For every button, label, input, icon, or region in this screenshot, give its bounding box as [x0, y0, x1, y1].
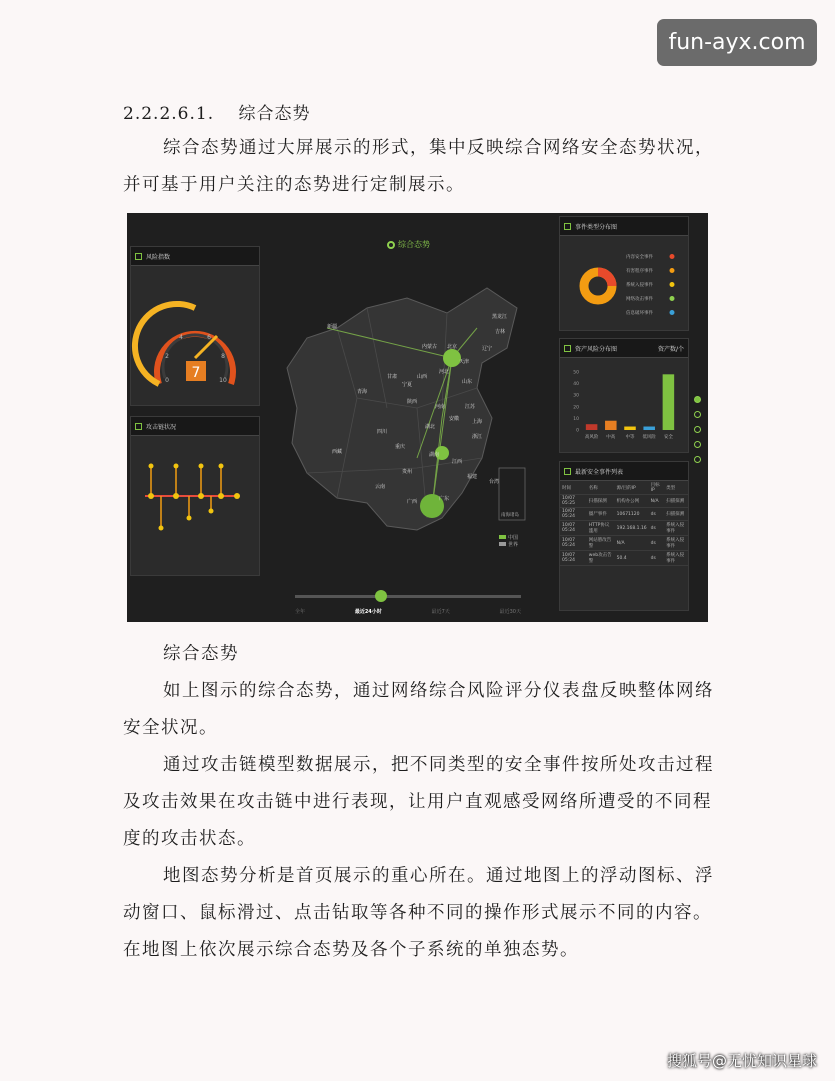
svg-text:陕西: 陕西	[407, 399, 418, 405]
event-cell: 系统入侵事件	[664, 521, 688, 536]
event-cell: 扫描探测	[664, 508, 688, 521]
svg-text:台湾: 台湾	[489, 479, 500, 485]
nav-dot-1[interactable]	[694, 396, 701, 403]
col-name: 名称	[587, 481, 615, 495]
event-type-legend-swatch	[670, 268, 675, 273]
event-row[interactable]	[560, 521, 688, 536]
event-cell: HTTP协议滥用	[587, 521, 615, 536]
svg-text:江西: 江西	[452, 459, 463, 465]
col-type: 类型	[664, 481, 688, 495]
event-cell: 192.168.1.16	[615, 521, 649, 536]
event-cell: N/A	[615, 536, 649, 551]
event-cell: 10/07 05:25	[560, 495, 587, 508]
event-cell: 10/07 05:24	[560, 521, 587, 536]
event-list-title: 最新安全事件列表	[575, 468, 624, 476]
event-type-legend-item: 系统入侵事件	[626, 283, 653, 288]
event-cell: ds	[649, 551, 664, 566]
chain-panel-title: 攻击链状况	[146, 423, 177, 431]
asset-y-tick: 20	[573, 405, 579, 411]
event-type-panel	[559, 216, 689, 331]
gauge-label-10: 10	[219, 377, 227, 384]
event-cell: 僵尸事件	[587, 508, 615, 521]
asset-bar	[586, 424, 598, 430]
event-cell: 系统入侵事件	[664, 551, 688, 566]
gauge-needle	[195, 336, 217, 358]
svg-text:广东: 广东	[439, 496, 450, 502]
attack-chain-panel	[130, 416, 260, 576]
p3-line-3: 在地图上依次展示综合态势及各个子系统的单独态势。	[123, 940, 579, 960]
refresh-icon	[387, 241, 395, 249]
svg-text:青海: 青海	[357, 389, 368, 395]
svg-text:云南: 云南	[375, 484, 386, 490]
asset-risk-panel	[559, 338, 689, 453]
asset-category-label: 中高	[606, 435, 616, 440]
svg-text:河北: 河北	[439, 369, 450, 375]
body-paragraph-2	[123, 747, 723, 858]
subheading: 综合态势	[163, 644, 239, 664]
south-sea-label: 南海诸岛	[501, 513, 519, 518]
svg-text:安徽: 安徽	[449, 416, 460, 422]
event-row[interactable]	[560, 495, 688, 508]
event-cell: 50.4	[615, 551, 649, 566]
gauge-label-4: 4	[179, 334, 183, 341]
gauge-label-2: 2	[165, 353, 169, 360]
asset-risk-title: 资产风险分布图	[575, 345, 618, 353]
event-cell: 10/07 05:24	[560, 508, 587, 521]
event-type-legend-swatch	[670, 282, 675, 287]
event-row[interactable]	[560, 508, 688, 521]
svg-text:江苏: 江苏	[465, 404, 476, 410]
nav-dot-4[interactable]	[694, 441, 701, 448]
svg-text:湖北: 湖北	[425, 424, 436, 430]
timeline-track[interactable]	[295, 595, 521, 598]
svg-text:内蒙古: 内蒙古	[422, 344, 438, 350]
event-type-legend-item: 信息破坏事件	[626, 311, 653, 316]
p1-line-1: 如上图示的综合态势，通过网络综合风险评分仪表盘反映整体网络	[163, 681, 714, 701]
risk-index-panel	[130, 246, 260, 406]
event-cell: ds	[649, 521, 664, 536]
timeline-7d[interactable]: 最近7天	[431, 609, 450, 615]
event-cell: 系统入侵事件	[664, 536, 688, 551]
event-cell: N/A	[649, 495, 664, 508]
timeline-24h[interactable]: 最近24小时	[354, 609, 382, 615]
event-type-legend-item: 内容安全事件	[626, 255, 653, 260]
svg-text:天津: 天津	[459, 359, 470, 365]
section-heading	[123, 99, 311, 124]
event-cell: 机构办公网	[615, 495, 649, 508]
event-cell: 扫描探测	[664, 495, 688, 508]
event-cell: web攻击告警	[587, 551, 615, 566]
asset-y-tick: 0	[576, 428, 579, 434]
event-cell: ds	[649, 508, 664, 521]
asset-bar	[624, 427, 636, 430]
asset-category-label: 中等	[625, 435, 635, 440]
section-title: 综合态势	[238, 104, 311, 124]
event-cell: 10671120	[615, 508, 649, 521]
event-cell: 网站篡改告警	[587, 536, 615, 551]
p3-line-2: 动窗口、鼠标滑过、点击钻取等各种不同的操作形式展示不同的内容。	[123, 903, 712, 923]
watermark-badge: fun-ayx.com	[657, 19, 817, 66]
gauge-label-8: 8	[221, 353, 225, 360]
body-paragraph-3	[123, 858, 723, 969]
nav-dot-3[interactable]	[694, 426, 701, 433]
section-number: 2.2.2.6.1.	[123, 104, 215, 124]
asset-y-tick: 50	[573, 370, 579, 376]
asset-category-label: 高风险	[584, 435, 599, 440]
event-type-legend-swatch	[670, 296, 675, 301]
event-row[interactable]	[560, 536, 688, 551]
svg-text:黑龙江: 黑龙江	[492, 314, 508, 320]
intro-line-2: 并可基于用户关注的态势进行定制展示。	[123, 175, 465, 195]
asset-y-tick: 10	[573, 416, 579, 422]
col-src: 源/目的IP	[615, 481, 649, 495]
event-type-legend-swatch	[670, 254, 675, 259]
event-type-legend-swatch	[670, 310, 675, 315]
svg-text:山东: 山东	[462, 379, 473, 385]
source-watermark: 搜狐号@无忧知识星球	[666, 1052, 817, 1070]
nav-dot-2[interactable]	[694, 411, 701, 418]
svg-text:西藏: 西藏	[332, 449, 343, 455]
intro-line-1: 综合态势通过大屏展示的形式，集中反映综合网络安全态势状况，	[163, 138, 714, 158]
asset-y-tick: 30	[573, 393, 579, 399]
event-list-panel	[559, 461, 689, 611]
map-legend	[499, 534, 518, 548]
dashboard-figure	[127, 213, 708, 622]
svg-text:浙江: 浙江	[472, 434, 483, 440]
nav-dot-5[interactable]	[694, 456, 701, 463]
body-paragraph-1	[123, 673, 723, 747]
event-cell: 10/07 05:24	[560, 551, 587, 566]
p2-line-3: 度的攻击状态。	[123, 829, 256, 849]
intro-paragraph	[123, 130, 723, 204]
svg-text:辽宁: 辽宁	[482, 346, 493, 352]
china-map	[267, 268, 567, 568]
svg-text:吉林: 吉林	[495, 329, 506, 335]
timeline-handle[interactable]	[375, 590, 387, 602]
event-type-title: 事件类型分布图	[575, 223, 618, 231]
svg-text:广西: 广西	[407, 499, 418, 505]
p1-line-2: 安全状况。	[123, 718, 218, 738]
svg-text:贵州: 贵州	[402, 469, 413, 475]
svg-text:新疆: 新疆	[327, 324, 338, 330]
col-time: 时间	[560, 481, 587, 495]
timeline-labels	[295, 608, 521, 615]
event-type-legend-item: 网络攻击事件	[626, 297, 653, 302]
gauge-label-6: 6	[207, 334, 211, 341]
timeline-30d[interactable]: 最近30天	[499, 609, 521, 615]
p2-line-2: 及攻击效果在攻击链中进行表现，让用户直观感受网络所遭受的不同程	[123, 792, 712, 812]
event-table	[560, 481, 688, 566]
svg-text:重庆: 重庆	[395, 444, 406, 450]
asset-bar	[663, 374, 675, 430]
svg-text:福建: 福建	[467, 474, 478, 480]
svg-text:湖南: 湖南	[429, 452, 440, 458]
timeline-year[interactable]: 全年	[295, 609, 306, 615]
event-cell: 10/07 05:24	[560, 536, 587, 551]
p2-line-1: 通过攻击链模型数据展示，把不同类型的安全事件按所处攻击过程	[163, 755, 714, 775]
legend-world: 世界	[508, 542, 519, 548]
legend-china: 中国	[508, 535, 519, 541]
svg-text:山西: 山西	[417, 374, 428, 380]
svg-text:河南: 河南	[435, 404, 446, 410]
svg-text:四川: 四川	[377, 429, 388, 435]
asset-risk-unit: 资产数/个	[657, 345, 684, 353]
gauge-value: 7	[191, 365, 201, 381]
col-dst: 目标IP	[649, 481, 664, 495]
event-row[interactable]	[560, 551, 688, 566]
asset-risk-chart	[560, 358, 688, 450]
risk-panel-title: 风险指数	[146, 253, 171, 261]
risk-gauge	[131, 266, 259, 404]
asset-y-tick: 40	[573, 382, 579, 388]
event-type-donut	[560, 236, 688, 328]
asset-category-label: 安全	[663, 435, 673, 440]
svg-text:北京: 北京	[447, 344, 458, 350]
asset-bar	[605, 421, 617, 430]
asset-category-label: 低风险	[642, 435, 656, 440]
gauge-label-0: 0	[165, 377, 169, 384]
map-title-text: 综合态势	[398, 240, 430, 249]
event-cell: ds	[649, 536, 664, 551]
svg-text:甘肃: 甘肃	[387, 374, 398, 380]
attack-chain-chart	[131, 436, 259, 574]
event-type-legend-item: 有害程序事件	[626, 269, 653, 274]
asset-bar	[643, 427, 655, 430]
svg-text:上海: 上海	[472, 419, 483, 425]
map-title	[387, 239, 430, 250]
svg-text:宁夏: 宁夏	[402, 382, 413, 388]
event-cell: 扫描探测	[587, 495, 615, 508]
p3-line-1: 地图态势分析是首页展示的重心所在。通过地图上的浮动图标、浮	[163, 866, 714, 886]
